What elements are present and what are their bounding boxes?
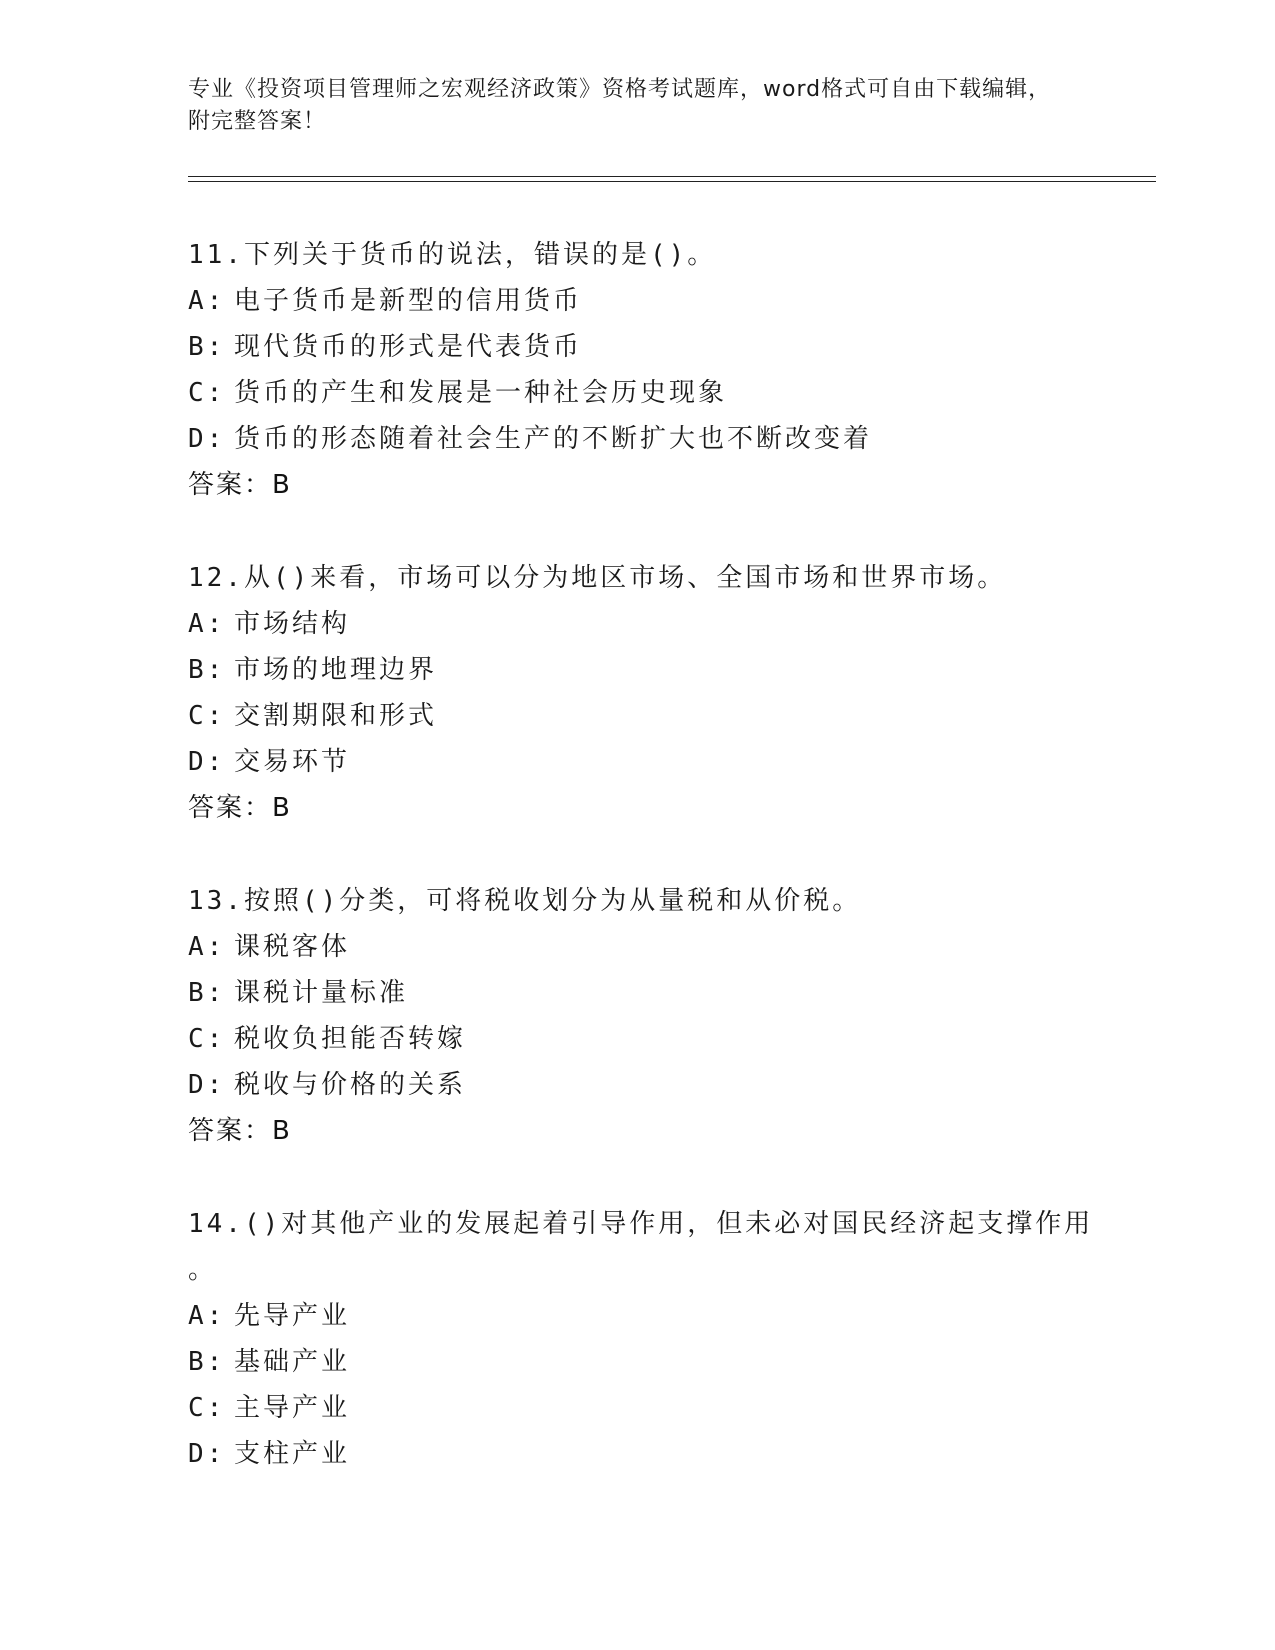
option-letter: D: xyxy=(188,1070,226,1100)
option-text: 货币的产生和发展是一种社会历史现象 xyxy=(234,378,728,408)
option-letter: D: xyxy=(188,747,226,777)
option-text: 税收负担能否转嫁 xyxy=(234,1024,467,1054)
document-header: 专业《投资项目管理师之宏观经济政策》资格考试题库，word格式可自由下载编辑，附完整答案！ xyxy=(188,77,1052,134)
option-text: 交易环节 xyxy=(234,747,351,777)
option-letter: B: xyxy=(188,655,226,685)
option-letter: C: xyxy=(188,378,226,408)
question-text: 按照()分类，可将税收划分为从量税和从价税。 xyxy=(243,886,862,916)
option-b xyxy=(188,647,1088,693)
option-text: 支柱产业 xyxy=(234,1439,351,1469)
question-stem-continuation: 。 xyxy=(188,1255,218,1285)
option-text: 主导产业 xyxy=(234,1393,351,1423)
option-text: 课税计量标准 xyxy=(234,978,409,1008)
option-c xyxy=(188,1016,1088,1062)
option-b xyxy=(188,1339,1088,1385)
option-letter: A: xyxy=(188,932,226,962)
answer-line: 答案：B xyxy=(188,470,292,500)
option-text: 现代货币的形式是代表货币 xyxy=(234,332,583,362)
answer-line: 答案：B xyxy=(188,1116,292,1146)
option-c xyxy=(188,1385,1088,1431)
question-12 xyxy=(188,555,1088,831)
question-stem xyxy=(188,1201,1094,1247)
option-a xyxy=(188,924,1088,970)
option-text: 电子货币是新型的信用货币 xyxy=(234,286,583,316)
question-number: 11. xyxy=(188,240,244,270)
option-letter: B: xyxy=(188,332,226,362)
question-number: 13. xyxy=(188,886,244,916)
option-d xyxy=(188,1062,1088,1108)
option-b xyxy=(188,324,1088,370)
option-letter: C: xyxy=(188,1393,226,1423)
option-letter: B: xyxy=(188,1347,226,1377)
question-13 xyxy=(188,878,1088,1154)
question-stem xyxy=(188,232,1088,278)
option-d xyxy=(188,416,1088,462)
question-list xyxy=(188,232,1094,1524)
question-number: 14. xyxy=(188,1209,244,1239)
option-c xyxy=(188,370,1088,416)
option-text: 基础产业 xyxy=(234,1347,351,1377)
option-letter: A: xyxy=(188,1301,226,1331)
option-text: 市场结构 xyxy=(234,609,351,639)
option-letter: D: xyxy=(188,1439,226,1469)
option-text: 市场的地理边界 xyxy=(234,655,438,685)
option-text: 税收与价格的关系 xyxy=(234,1070,467,1100)
option-a xyxy=(188,601,1088,647)
question-11 xyxy=(188,232,1088,508)
question-text: 从()来看，市场可以分为地区市场、全国市场和世界市场。 xyxy=(243,563,1007,593)
answer-line: 答案：B xyxy=(188,793,292,823)
question-stem xyxy=(188,555,1088,601)
option-letter: B: xyxy=(188,978,226,1008)
option-b xyxy=(188,970,1088,1016)
option-a xyxy=(188,278,1088,324)
option-letter: A: xyxy=(188,286,226,316)
option-letter: D: xyxy=(188,424,226,454)
option-text: 交割期限和形式 xyxy=(234,701,438,731)
option-text: 货币的形态随着社会生产的不断扩大也不断改变着 xyxy=(234,424,873,454)
option-letter: C: xyxy=(188,1024,226,1054)
option-letter: C: xyxy=(188,701,226,731)
option-text: 先导产业 xyxy=(234,1301,351,1331)
question-number: 12. xyxy=(188,563,244,593)
header-divider xyxy=(188,176,1156,182)
option-c xyxy=(188,693,1088,739)
option-a xyxy=(188,1293,1088,1339)
question-text: 下列关于货币的说法，错误的是()。 xyxy=(243,240,717,270)
option-d xyxy=(188,739,1088,785)
question-text: ()对其他产业的发展起着引导作用，但未必对国民经济起支撑作用 xyxy=(243,1209,1094,1239)
question-14 xyxy=(188,1201,1094,1477)
option-text: 课税客体 xyxy=(234,932,351,962)
option-d xyxy=(188,1431,1088,1477)
option-letter: A: xyxy=(188,609,226,639)
question-stem xyxy=(188,878,1088,924)
